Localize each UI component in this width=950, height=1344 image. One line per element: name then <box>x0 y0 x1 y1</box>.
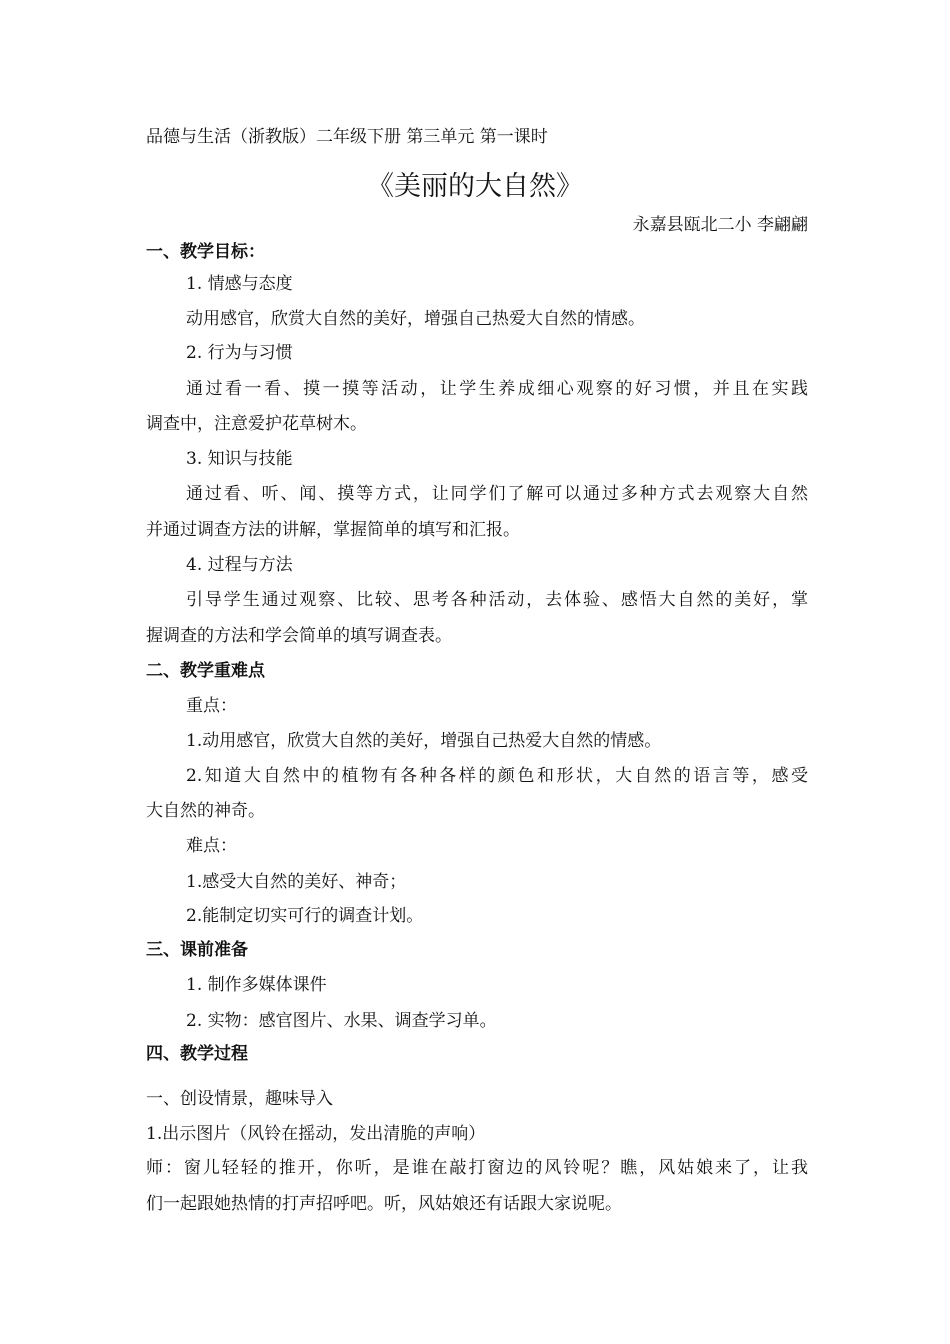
course-line: 品德与生活（浙教版）二年级下册 第三单元 第一课时 <box>146 127 548 147</box>
objective-text-3a: 通过看、听、闻、摸等方式，让同学们了解可以通过多种方式去观察大自然 <box>186 484 808 504</box>
preparation-item-2: 2. 实物：感官图片、水果、调查学习单。 <box>186 1011 497 1031</box>
objective-label-1: 1. 情感与态度 <box>186 274 293 294</box>
difficult-point-2: 2.能制定切实可行的调查计划。 <box>186 906 424 926</box>
objective-text-3b: 并通过调查方法的讲解，掌握简单的填写和汇报。 <box>146 520 520 540</box>
objective-text-4b: 握调查的方法和学会简单的填写调查表。 <box>146 626 452 646</box>
objective-text-2b: 调查中，注意爱护花草树木。 <box>146 414 367 434</box>
difficult-point-1: 1.感受大自然的美好、神奇； <box>186 872 407 892</box>
key-point-label: 重点： <box>186 696 237 716</box>
objective-label-4: 4. 过程与方法 <box>186 555 293 575</box>
process-subheading: 一、创设情景，趣味导入 <box>146 1089 333 1109</box>
preparation-item-1: 1. 制作多媒体课件 <box>186 975 327 995</box>
process-step-1: 1.出示图片（风铃在摇动，发出清脆的声响） <box>146 1124 486 1144</box>
key-point-1: 1.动用感官，欣赏大自然的美好，增强自己热爱大自然的情感。 <box>186 731 662 751</box>
section-heading-preparation: 三、课前准备 <box>146 940 248 960</box>
objective-label-3: 3. 知识与技能 <box>186 449 293 469</box>
objective-text-1: 动用感官，欣赏大自然的美好，增强自己热爱大自然的情感。 <box>186 309 645 329</box>
objective-text-2a: 通过看一看、摸一摸等活动，让学生养成细心观察的好习惯，并且在实践 <box>186 379 808 399</box>
objective-label-2: 2. 行为与习惯 <box>186 343 293 363</box>
key-point-2b: 大自然的神奇。 <box>146 801 265 821</box>
section-heading-process: 四、教学过程 <box>146 1044 248 1064</box>
teacher-line-1: 师：窗儿轻轻的推开，你听，是谁在敲打窗边的风铃呢？瞧，风姑娘来了，让我 <box>146 1158 808 1178</box>
section-heading-key-points: 二、教学重难点 <box>146 661 265 681</box>
objective-text-4a: 引导学生通过观察、比较、思考各种活动，去体验、感悟大自然的美好，掌 <box>186 590 808 610</box>
key-point-2a: 2.知道大自然中的植物有各种各样的颜色和形状，大自然的语言等，感受 <box>186 766 808 786</box>
teacher-line-2: 们一起跟她热情的打声招呼吧。听，风姑娘还有话跟大家说呢。 <box>146 1194 622 1214</box>
page-title: 《美丽的大自然》 <box>367 171 583 202</box>
section-heading-objectives: 一、教学目标： <box>146 242 265 262</box>
author-line: 永嘉县瓯北二小 李翩翩 <box>632 215 808 235</box>
difficult-point-label: 难点： <box>186 836 237 856</box>
